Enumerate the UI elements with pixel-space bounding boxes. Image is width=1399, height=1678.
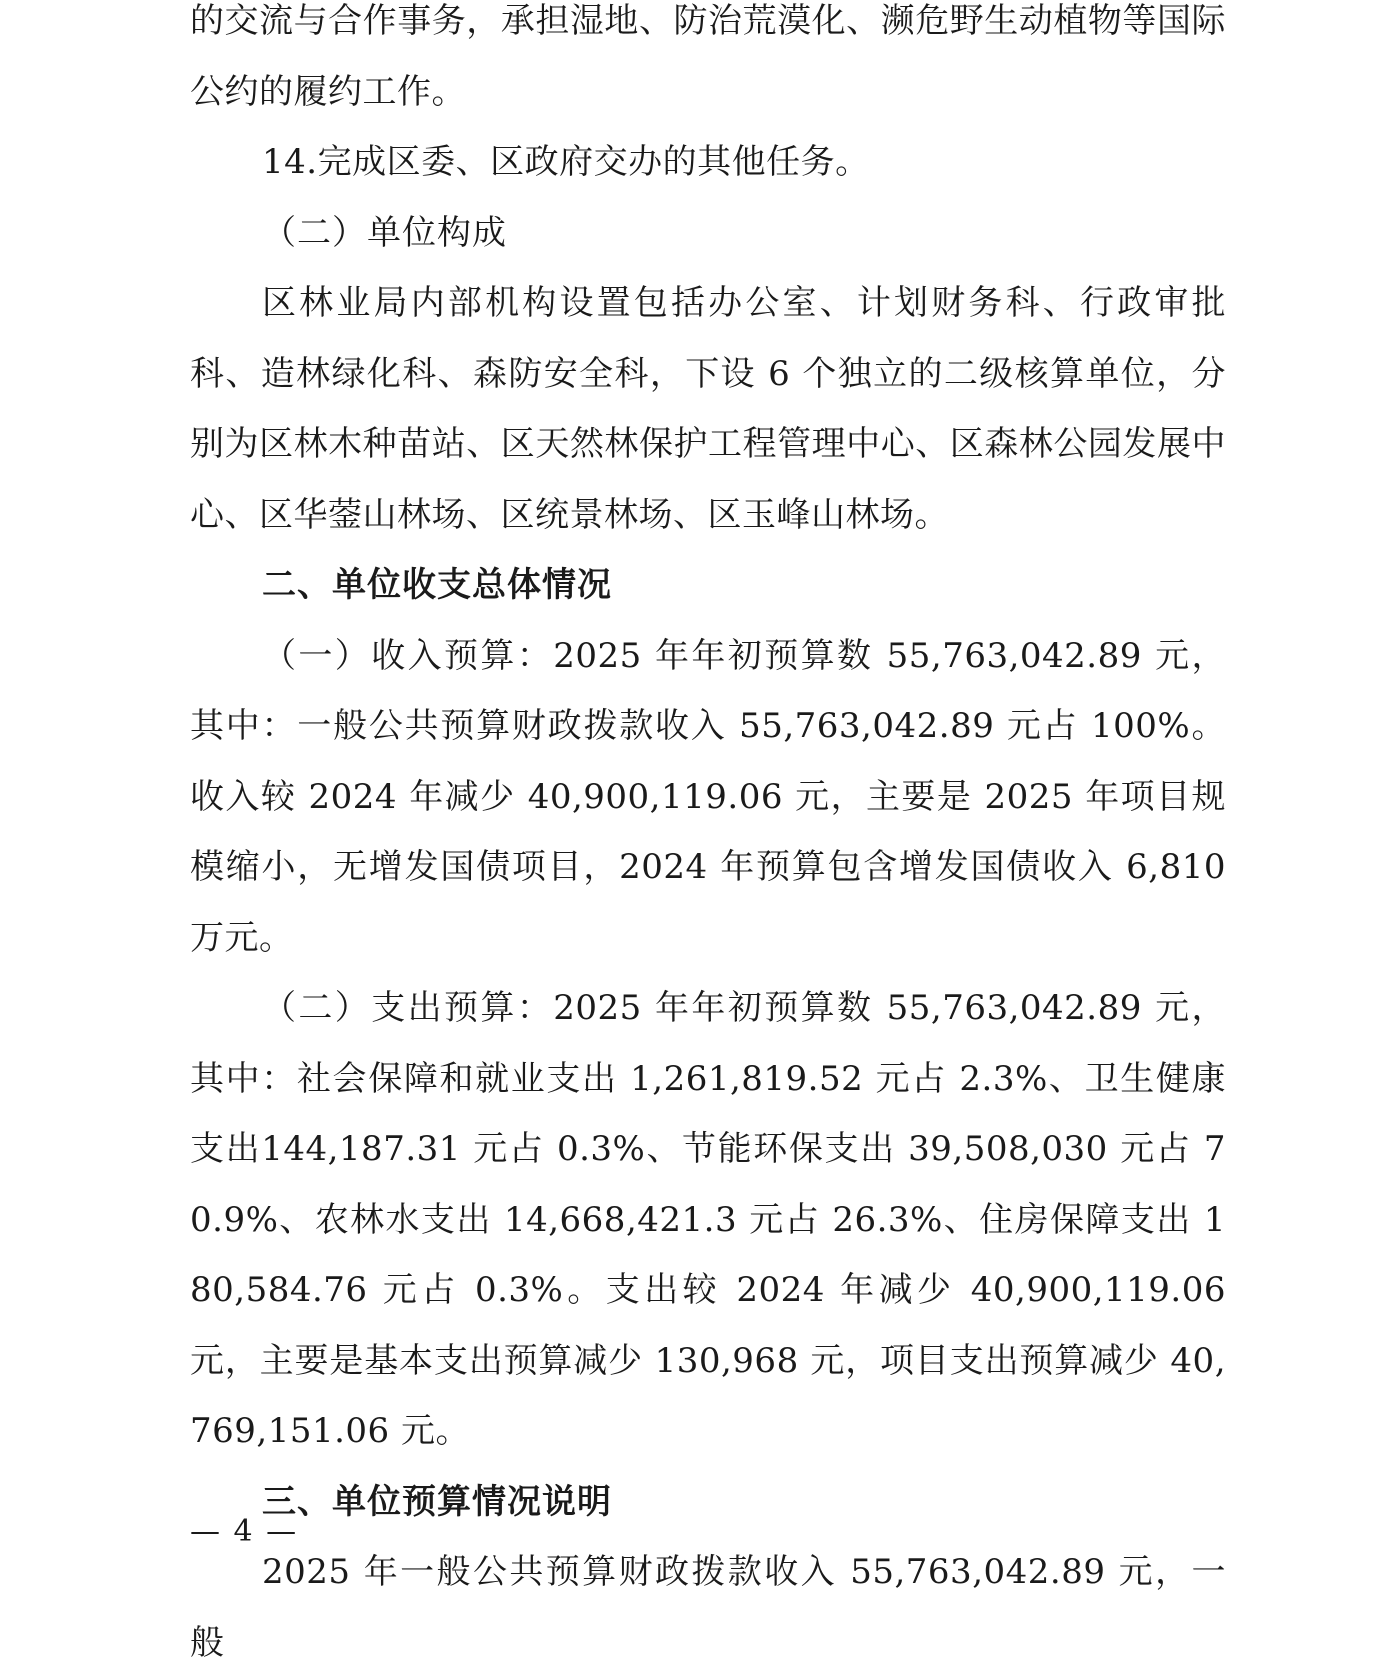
paragraph-unit-composition: 区林业局内部机构设置包括办公室、计划财务科、行政审批科、造林绿化科、森防安全科，下设 6 个独立的二级核算单位，分别为区林木种苗站、区天然林保护工程管理中心、区森林公园发展中心、区华蓥山林场、区统景林场、区玉峰山林场。: [190, 283, 1226, 535]
expense-budget-lead: （二）支出预算：: [262, 988, 554, 1028]
document-page: [190, 0, 1226, 1678]
paragraph-section-3-start: 2025 年一般公共预算财政拨款收入 55,763,042.89 元，一般: [190, 1552, 1226, 1663]
page-number: — 4 —: [190, 1514, 299, 1549]
paragraph-income-budget: [190, 621, 1226, 974]
paragraph-intro-continued: 的交流与合作事务，承担湿地、防治荒漠化、濒危野生动植物等国际公约的履约工作。: [190, 1, 1226, 112]
subheading-unit-composition: （二）单位构成: [262, 212, 507, 253]
heading-section-3: 三、单位预算情况说明: [262, 1481, 612, 1522]
paragraph-item-14: 14.完成区委、区政府交办的其他任务。: [262, 142, 870, 182]
paragraph-expense-budget: [190, 973, 1226, 1467]
heading-section-2: 二、单位收支总体情况: [262, 565, 612, 605]
expense-budget-body: 2025 年年初预算数 55,763,042.89 元，其中：社会保障和就业支出 1,261,819.52 元占 2.3%、卫生健康支出144,187.31 元占 0.3%、节能环保支出 39,508,030 元占 70.9%、农林水支出 14,668,421.3 元占 26.3%、住房保障支出 180,584.76 元占 0.3%。支出较 2024 年减少 40,900,119.06 元，主要是基本支出预算减少 130,968 元，项目支出预算减少 40,769,151.06 元。: [190, 988, 1226, 1451]
income-budget-lead: （一）收入预算：: [262, 635, 554, 676]
income-budget-body: 2025 年年初预算数 55,763,042.89 元，其中：一般公共预算财政拨款收入 55,763,042.89 元占 100%。收入较 2024 年减少 40,900,119.06 元，主要是 2025 年项目规模缩小，无增发国债项目，2024 年预算包含增发国债收入 6,810 万元。: [190, 635, 1226, 958]
